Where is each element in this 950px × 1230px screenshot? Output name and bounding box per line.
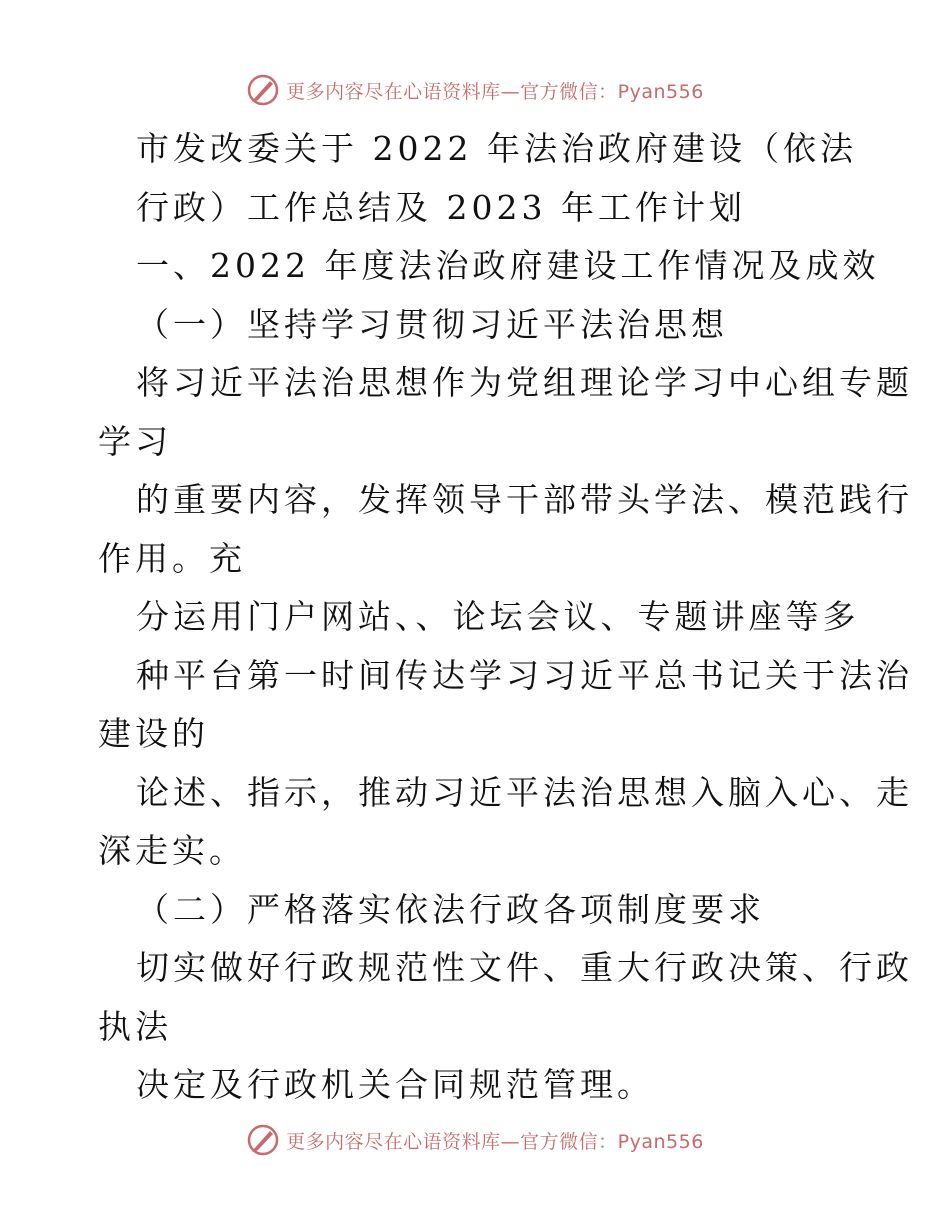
document-body — [98, 120, 913, 1115]
paragraph-line: 学习 — [98, 421, 172, 461]
paragraph-line: 种平台第一时间传达学习习近平总书记关于法治 — [136, 655, 913, 695]
paragraph-line: 的重要内容，发挥领导干部带头学法、模范践行 — [136, 480, 913, 519]
header-banner-text: 更多内容尽在心语资料库—官方微信：Pyan556 — [286, 80, 704, 103]
footer-banner-text: 更多内容尽在心语资料库—官方微信：Pyan556 — [286, 1130, 704, 1153]
paragraph-line: 作用。充 — [98, 538, 246, 578]
paragraph-line: 论述、指示，推动习近平法治思想入脑入心、走 — [136, 772, 913, 812]
header-banner — [0, 70, 950, 110]
paragraph-line: 建设的 — [98, 714, 209, 753]
doc-title-line-1: 市发改委关于 2022 年法治政府建设（依法 — [136, 129, 857, 168]
subsection-heading-1: （一）坚持学习贯彻习近平法治思想 — [136, 304, 728, 344]
paragraph-line: 分运用门户网站、、论坛会议、专题讲座等多 — [136, 597, 860, 636]
paragraph-line: 深走实。 — [98, 831, 246, 870]
paragraph-line: 将习近平法治思想作为党组理论学习中心组专题 — [136, 363, 913, 402]
paragraph-line: 切实做好行政规范性文件、重大行政决策、行政 — [136, 948, 913, 987]
subsection-heading-2: （二）严格落实依法行政各项制度要求 — [136, 889, 765, 929]
section-heading: 一、2022 年度法治政府建设工作情况及成效 — [136, 246, 880, 285]
quill-pen-logo-icon — [246, 73, 280, 107]
paragraph-line: 执法 — [98, 1006, 172, 1046]
footer-banner — [0, 1120, 950, 1160]
quill-pen-logo-icon — [246, 1123, 280, 1157]
paragraph-line: 决定及行政机关合同规范管理。 — [136, 1065, 654, 1104]
doc-title-line-2: 行政）工作总结及 2023 年工作计划 — [136, 187, 746, 227]
